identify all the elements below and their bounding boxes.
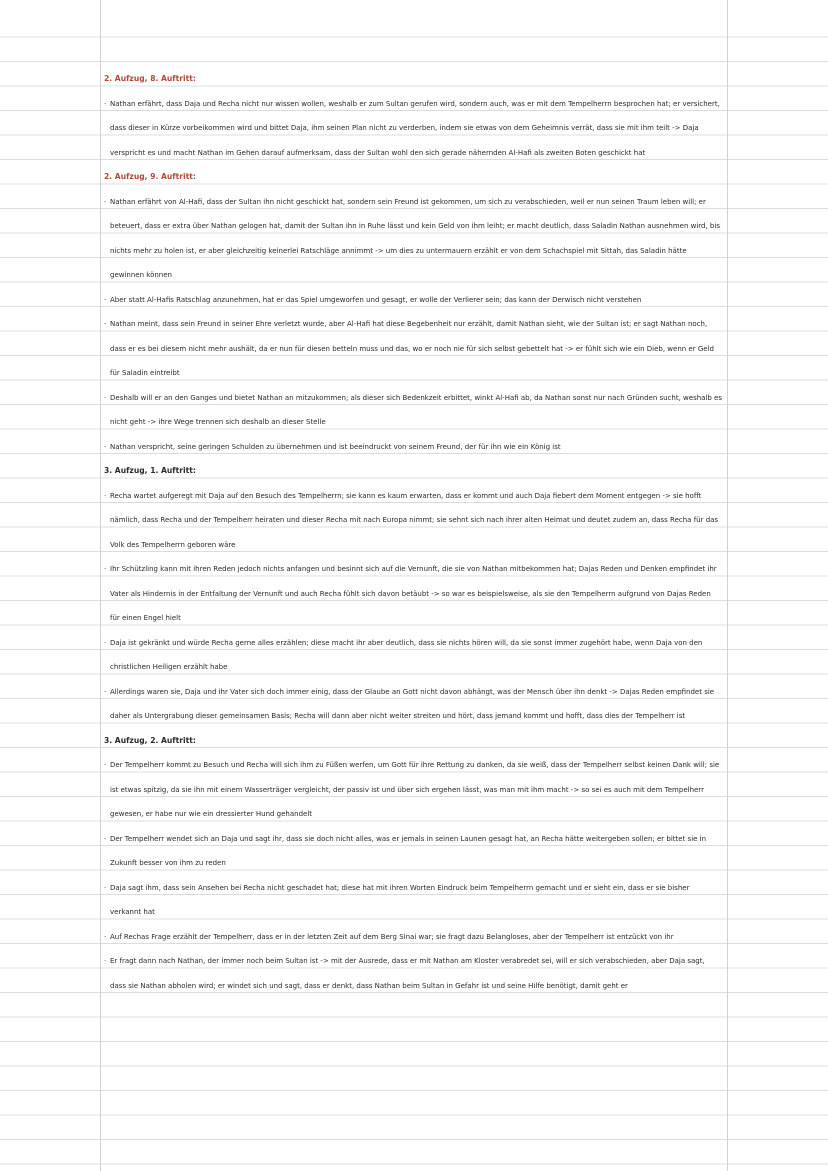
notes-content — [104, 67, 722, 998]
note-paragraph: · Er fragt dann nach Nathan, der immer noch beim Sultan ist -> mit der Ausrede, dass er mit Nathan am Kloster verabredet sei, will er sich verabschieden, aber Daja sagt, dass sie Nathan abholen wird; er windet sich und sagt, dass er denkt, dass Nathan beim Sultan in Gefahr ist und seine Hilfe benötigt, damit geht er — [104, 949, 722, 998]
note-paragraph: · Nathan verspricht, seine geringen Schulden zu übernehmen und ist beeindruckt von seinem Freund, der für ihn wie ein König ist — [104, 435, 722, 460]
note-paragraph: · Nathan meint, dass sein Freund in seiner Ehre verletzt wurde, aber Al-Hafi hat diese Begebenheit nur erzählt, damit Nathan sieht, wie der Sultan ist; er sagt Nathan noch, dass er es bei diesem nicht mehr aushält, da er nun für diesen betteln muss und das, wo er noch nie für sich selbst gebettelt hat -> er fühlt sich wie ein Dieb, wenn er Geld für Saladin eintreibt — [104, 312, 722, 386]
note-paragraph: · Recha wartet aufgeregt mit Daja auf den Besuch des Tempelherrn; sie kann es kaum erwarten, dass er kommt und auch Daja fiebert dem Moment entgegen -> sie hofft nämlich, dass Recha und der Tempelherr heiraten und dieser Recha mit nach Europa nimmt; sie sehnt sich nach ihrer alten Heimat und deutet zudem an, dass Recha für das Volk des Tempelherrn geboren wäre — [104, 484, 722, 558]
section-heading: 2. Aufzug, 9. Auftritt: — [104, 172, 196, 181]
right-margin-line — [727, 0, 728, 1171]
note-paragraph: · Ihr Schützling kann mit ihren Reden jedoch nichts anfangen und besinnt sich auf die Vernunft, die sie von Nathan mitbekommen hat; Dajas Reden und Denken empfindet ihr Vater als Hindernis in der Entfaltung der Vernunft und auch Recha fühlt sich davon betäubt -> so war es beispielsweise, als sie den Tempelherrn aufgrund von Dajas Reden für einen Engel hielt — [104, 557, 722, 631]
note-paragraph: · Aber statt Al-Hafis Ratschlag anzunehmen, hat er das Spiel umgeworfen und gesagt, er wolle der Verlierer sein; das kann der Derwisch nicht verstehen — [104, 288, 722, 313]
section-heading: 3. Aufzug, 1. Auftritt: — [104, 466, 196, 475]
note-paragraph: · Auf Rechas Frage erzählt der Tempelherr, dass er in der letzten Zeit auf dem Berg Sinai war; sie fragt dazu Belangloses, aber der Tempelherr ist entzückt von ihr — [104, 925, 722, 950]
note-paragraph: · Nathan erfährt, dass Daja und Recha nicht nur wissen wollen, weshalb er zum Sultan gerufen wird, sondern auch, was er mit dem Tempelherrn besprochen hat; er versichert, dass dieser in Kürze vorbeikommen wird und bittet Daja, ihm seinen Plan nicht zu verderben, indem sie etwas von dem Geheimnis verrät, dass sie mit ihm teilt -> Daja verspricht es und macht Nathan im Gehen darauf aufmerksam, dass der Sultan wohl den sich gerade nähernden Al-Hafi als zweiten Boten geschickt hat — [104, 92, 722, 166]
note-paragraph: · Deshalb will er an den Ganges und bietet Nathan an mitzukommen; als dieser sich Bedenkzeit erbittet, winkt Al-Hafi ab, da Nathan sonst nur nach Gründen sucht, weshalb es nicht geht -> ihre Wege trennen sich deshalb an dieser Stelle — [104, 386, 722, 435]
note-paragraph: · Daja ist gekränkt und würde Recha gerne alles erzählen; diese macht ihr aber deutlich, dass sie nichts hören will, da sie sonst immer zugehört habe, wenn Daja von den christlichen Heiligen erzählt habe — [104, 631, 722, 680]
left-margin-line — [100, 0, 101, 1171]
note-paragraph: · Der Tempelherr kommt zu Besuch und Recha will sich ihm zu Füßen werfen, um Gott für ihre Rettung zu danken, da sie weiß, dass der Tempelherr selbst keinen Dank will; sie ist etwas spitzig, da sie ihn mit einem Wasserträger vergleicht, der passiv ist und über sich ergehen lässt, was man mit ihm macht -> so sei es auch mit dem Tempelherr gewesen, er habe nur wie ein dressierter Hund gehandelt — [104, 753, 722, 827]
section-heading: 2. Aufzug, 8. Auftritt: — [104, 74, 196, 83]
note-paragraph: · Nathan erfährt von Al-Hafi, dass der Sultan ihn nicht geschickt hat, sondern sein Freund ist gekommen, um sich zu verabschieden, weil er nun seinen Traum leben will; er beteuert, dass er extra über Nathan gelogen hat, damit der Sultan ihn in Ruhe lässt und kein Geld von ihm leiht; er macht deutlich, dass Saladin Nathan ausnehmen wird, bis nichts mehr zu holen ist, er aber gleichzeitig keinerlei Ratschläge annimmt -> um dies zu untermauern erzählt er von dem Schachspiel mit Sittah, das Saladin hätte gewinnen können — [104, 190, 722, 288]
section-heading: 3. Aufzug, 2. Auftritt: — [104, 735, 196, 745]
note-paragraph: · Allerdings waren sie, Daja und ihr Vater sich doch immer einig, dass der Glaube an Gott nicht davon abhängt, was der Mensch über ihn denkt -> Dajas Reden empfindet sie daher als Untergrabung dieser gemeinsamen Basis; Recha will dann aber nicht weiter streiten und hört, dass jemand kommt und hofft, dass dies der Tempelherr ist — [104, 680, 722, 729]
note-paragraph: · Daja sagt ihm, dass sein Ansehen bei Recha nicht geschadet hat; diese hat mit ihren Worten Eindruck beim Tempelherrn gemacht und er sieht ein, dass er sie bisher verkannt hat — [104, 876, 722, 925]
note-paragraph: · Der Tempelherr wendet sich an Daja und sagt ihr, dass sie doch nicht alles, was er jemals in seinen Launen gesagt hat, an Recha hätte weitergeben sollen; er bittet sie in Zukunft besser von ihm zu reden — [104, 827, 722, 876]
